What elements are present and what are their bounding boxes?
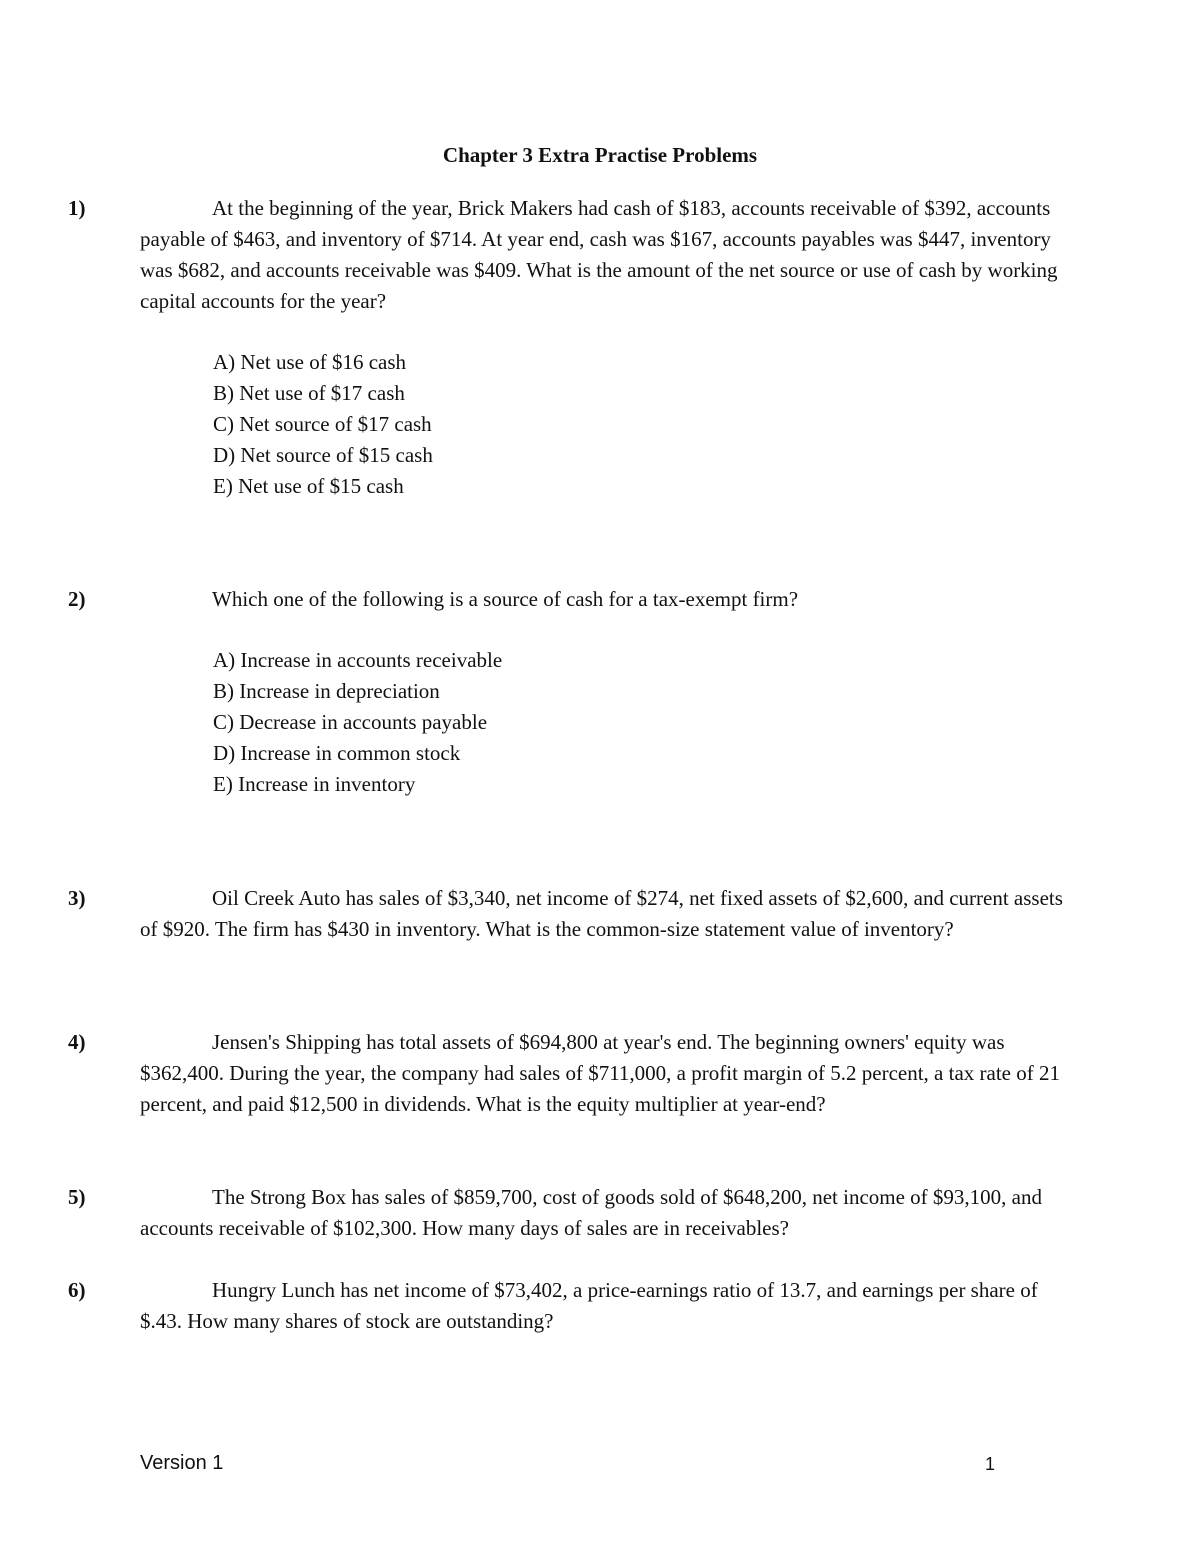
question-number: 5) bbox=[68, 1185, 86, 1209]
page-number: 1 bbox=[985, 1454, 996, 1474]
option-a: A) Increase in accounts receivable bbox=[213, 648, 503, 672]
option-c: C) Net source of $17 cash bbox=[213, 412, 432, 436]
option-b: B) Increase in depreciation bbox=[213, 679, 440, 703]
question-body: At the beginning of the year, Brick Makers had cash of $183, accounts receivable of $392, accounts payable of $463, and inventory of $714. At year end, cash was $167, accounts payables was $447, inventory was $682, and accounts receivable was $409. What is the amount of the net source or use of cash by working capital accounts for the year? bbox=[140, 196, 1058, 313]
question-text bbox=[68, 1027, 1070, 1120]
footer-version: Version 1 bbox=[140, 1452, 224, 1474]
question-body: Hungry Lunch has net income of $73,402, a price-earnings ratio of 13.7, and earnings per share of $.43. How many shares of stock are outstanding? bbox=[140, 1278, 1038, 1333]
option-d: D) Increase in common stock bbox=[213, 741, 461, 765]
question-1-options bbox=[213, 347, 433, 502]
question-body: Which one of the following is a source of cash for a tax-exempt firm? bbox=[212, 587, 799, 611]
option-a: A) Net use of $16 cash bbox=[213, 350, 407, 374]
question-text bbox=[68, 193, 1070, 317]
question-number: 3) bbox=[68, 886, 86, 910]
question-text bbox=[68, 584, 1070, 615]
question-2-options bbox=[213, 645, 502, 800]
option-d: D) Net source of $15 cash bbox=[213, 443, 433, 467]
question-3 bbox=[68, 883, 1070, 945]
question-text bbox=[68, 883, 1070, 945]
question-4 bbox=[68, 1027, 1070, 1120]
question-number: 1) bbox=[68, 196, 86, 220]
question-6 bbox=[68, 1275, 1070, 1337]
question-number: 6) bbox=[68, 1278, 86, 1302]
option-b: B) Net use of $17 cash bbox=[213, 381, 405, 405]
option-e: E) Increase in inventory bbox=[213, 772, 416, 796]
question-body: The Strong Box has sales of $859,700, cost of goods sold of $648,200, net income of $93,100, and accounts receivable of $102,300. How many days of sales are in receivables? bbox=[140, 1185, 1042, 1240]
page-title: Chapter 3 Extra Practise Problems bbox=[442, 143, 758, 167]
question-text bbox=[68, 1275, 1070, 1337]
question-5 bbox=[68, 1182, 1070, 1244]
question-body: Oil Creek Auto has sales of $3,340, net income of $274, net fixed assets of $2,600, and current assets of $920. The firm has $430 in inventory. What is the common-size statement value of inventory? bbox=[140, 886, 1063, 941]
option-c: C) Decrease in accounts payable bbox=[213, 710, 488, 734]
question-body: Jensen's Shipping has total assets of $694,800 at year's end. The beginning owners' equity was $362,400. During the year, the company had sales of $711,000, a profit margin of 5.2 percent, a tax rate of 21 percent, and paid $12,500 in dividends. What is the equity multiplier at year-end? bbox=[140, 1030, 1060, 1116]
question-text bbox=[68, 1182, 1070, 1244]
question-1 bbox=[68, 193, 1070, 317]
question-number: 4) bbox=[68, 1030, 86, 1054]
question-2 bbox=[68, 584, 1070, 615]
question-number: 2) bbox=[68, 587, 86, 611]
option-e: E) Net use of $15 cash bbox=[213, 474, 404, 498]
